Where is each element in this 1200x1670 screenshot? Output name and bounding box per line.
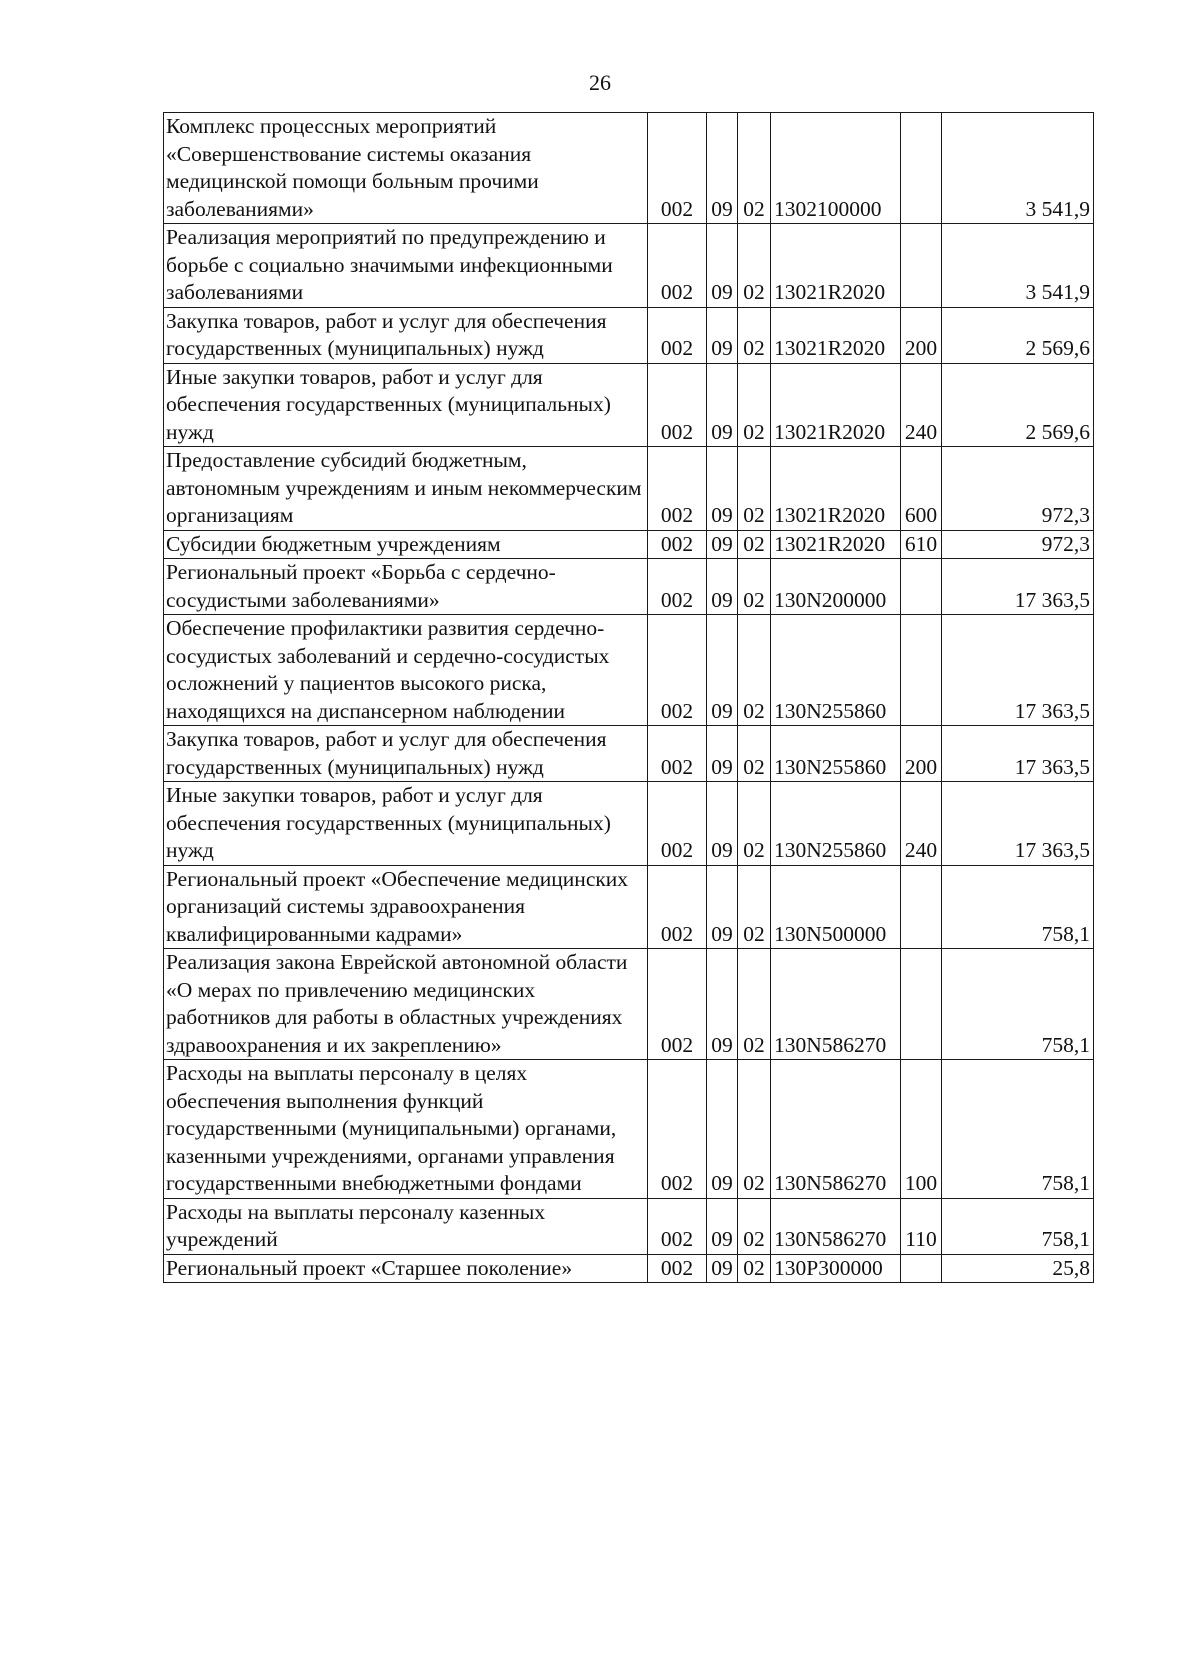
section-code-cell: 09 [707, 530, 738, 559]
row-name-cell: Иные закупки товаров, работ и услуг для обеспечения государственных (муниципальных) нужд [164, 363, 648, 447]
section-code-cell: 09 [707, 559, 738, 615]
row-name-cell: Региональный проект «Старшее поколение» [164, 1254, 648, 1283]
subsection-code-cell: 02 [738, 1254, 771, 1283]
section-code-cell: 09 [707, 1198, 738, 1254]
subsection-code-cell: 02 [738, 113, 771, 224]
table-row [164, 865, 1094, 949]
section-code-cell: 09 [707, 1060, 738, 1199]
amount-cell: 3 541,9 [942, 113, 1094, 224]
target-article-cell: 13021R2020 [771, 307, 901, 363]
table-row [164, 726, 1094, 782]
admin-code-cell: 002 [648, 447, 707, 531]
target-article-cell: 1302100000 [771, 113, 901, 224]
row-name-cell: Закупка товаров, работ и услуг для обеспечения государственных (муниципальных) нужд [164, 726, 648, 782]
admin-code-cell: 002 [648, 949, 707, 1060]
section-code-cell: 09 [707, 865, 738, 949]
table-row [164, 1060, 1094, 1199]
subsection-code-cell: 02 [738, 447, 771, 531]
expense-type-cell: 110 [901, 1198, 942, 1254]
admin-code-cell: 002 [648, 307, 707, 363]
subsection-code-cell: 02 [738, 1060, 771, 1199]
amount-cell: 758,1 [942, 949, 1094, 1060]
admin-code-cell: 002 [648, 559, 707, 615]
admin-code-cell: 002 [648, 224, 707, 308]
admin-code-cell: 002 [648, 1254, 707, 1283]
amount-cell: 17 363,5 [942, 782, 1094, 866]
target-article-cell: 13021R2020 [771, 530, 901, 559]
row-name-cell: Предоставление субсидий бюджетным, автономным учреждениям и иным некоммерческим организациям [164, 447, 648, 531]
table-row [164, 1198, 1094, 1254]
section-code-cell: 09 [707, 726, 738, 782]
section-code-cell: 09 [707, 447, 738, 531]
table-row [164, 949, 1094, 1060]
amount-cell: 17 363,5 [942, 559, 1094, 615]
target-article-cell: 130N255860 [771, 615, 901, 726]
expense-type-cell [901, 113, 942, 224]
admin-code-cell: 002 [648, 615, 707, 726]
section-code-cell: 09 [707, 307, 738, 363]
admin-code-cell: 002 [648, 1060, 707, 1199]
amount-cell: 2 569,6 [942, 307, 1094, 363]
subsection-code-cell: 02 [738, 363, 771, 447]
table-row [164, 1254, 1094, 1283]
section-code-cell: 09 [707, 615, 738, 726]
expense-type-cell [901, 949, 942, 1060]
row-name-cell: Иные закупки товаров, работ и услуг для обеспечения государственных (муниципальных) нужд [164, 782, 648, 866]
table-row [164, 113, 1094, 224]
row-name-cell: Субсидии бюджетным учреждениям [164, 530, 648, 559]
subsection-code-cell: 02 [738, 307, 771, 363]
page-number: 26 [589, 70, 611, 95]
subsection-code-cell: 02 [738, 559, 771, 615]
amount-cell: 2 569,6 [942, 363, 1094, 447]
admin-code-cell: 002 [648, 363, 707, 447]
target-article-cell: 130N586270 [771, 949, 901, 1060]
amount-cell: 758,1 [942, 1198, 1094, 1254]
target-article-cell: 13021R2020 [771, 447, 901, 531]
row-name-cell: Реализация закона Еврейской автономной области «О мерах по привлечению медицинских работников для работы в областных учреждениях здравоохранения и их закреплению» [164, 949, 648, 1060]
section-code-cell: 09 [707, 782, 738, 866]
subsection-code-cell: 02 [738, 530, 771, 559]
target-article-cell: 130P300000 [771, 1254, 901, 1283]
expense-type-cell: 200 [901, 726, 942, 782]
row-name-cell: Региональный проект «Борьба с сердечно-сосудистыми заболеваниями» [164, 559, 648, 615]
amount-cell: 25,8 [942, 1254, 1094, 1283]
expense-type-cell: 200 [901, 307, 942, 363]
expense-type-cell: 610 [901, 530, 942, 559]
expense-type-cell [901, 865, 942, 949]
row-name-cell: Комплекс процессных мероприятий «Совершенствование системы оказания медицинской помощи больным прочими заболеваниями» [164, 113, 648, 224]
expense-type-cell [901, 615, 942, 726]
admin-code-cell: 002 [648, 782, 707, 866]
subsection-code-cell: 02 [738, 865, 771, 949]
table-row [164, 782, 1094, 866]
row-name-cell: Закупка товаров, работ и услуг для обеспечения государственных (муниципальных) нужд [164, 307, 648, 363]
amount-cell: 17 363,5 [942, 726, 1094, 782]
table-row [164, 224, 1094, 308]
subsection-code-cell: 02 [738, 224, 771, 308]
admin-code-cell: 002 [648, 865, 707, 949]
section-code-cell: 09 [707, 224, 738, 308]
expense-type-cell: 600 [901, 447, 942, 531]
subsection-code-cell: 02 [738, 782, 771, 866]
section-code-cell: 09 [707, 1254, 738, 1283]
target-article-cell: 130N586270 [771, 1198, 901, 1254]
row-name-cell: Расходы на выплаты персоналу казенных учреждений [164, 1198, 648, 1254]
amount-cell: 3 541,9 [942, 224, 1094, 308]
admin-code-cell: 002 [648, 530, 707, 559]
row-name-cell: Обеспечение профилактики развития сердечно-сосудистых заболеваний и сердечно-сосудистых осложнений у пациентов высокого риска, находящихся на диспансерном наблюдении [164, 615, 648, 726]
section-code-cell: 09 [707, 363, 738, 447]
section-code-cell: 09 [707, 113, 738, 224]
budget-table [163, 112, 1094, 1283]
table-row [164, 615, 1094, 726]
subsection-code-cell: 02 [738, 1198, 771, 1254]
table-row [164, 447, 1094, 531]
target-article-cell: 13021R2020 [771, 363, 901, 447]
amount-cell: 758,1 [942, 865, 1094, 949]
target-article-cell: 130N500000 [771, 865, 901, 949]
table-row [164, 559, 1094, 615]
table-row [164, 363, 1094, 447]
subsection-code-cell: 02 [738, 726, 771, 782]
expense-type-cell [901, 559, 942, 615]
amount-cell: 972,3 [942, 447, 1094, 531]
amount-cell: 758,1 [942, 1060, 1094, 1199]
expense-type-cell: 240 [901, 363, 942, 447]
budget-table-body [164, 113, 1094, 1283]
expense-type-cell [901, 1254, 942, 1283]
expense-type-cell: 240 [901, 782, 942, 866]
admin-code-cell: 002 [648, 113, 707, 224]
subsection-code-cell: 02 [738, 949, 771, 1060]
target-article-cell: 130N255860 [771, 782, 901, 866]
amount-cell: 17 363,5 [942, 615, 1094, 726]
expense-type-cell [901, 224, 942, 308]
table-row [164, 307, 1094, 363]
expense-type-cell: 100 [901, 1060, 942, 1199]
subsection-code-cell: 02 [738, 615, 771, 726]
target-article-cell: 130N200000 [771, 559, 901, 615]
target-article-cell: 130N586270 [771, 1060, 901, 1199]
amount-cell: 972,3 [942, 530, 1094, 559]
row-name-cell: Реализация мероприятий по предупреждению и борьбе с социально значимыми инфекционными заболеваниями [164, 224, 648, 308]
target-article-cell: 130N255860 [771, 726, 901, 782]
row-name-cell: Расходы на выплаты персоналу в целях обеспечения выполнения функций государственными (муниципальными) органами, казенными учреждениями, органами управления государственными внебюджетными фондами [164, 1060, 648, 1199]
admin-code-cell: 002 [648, 726, 707, 782]
row-name-cell: Региональный проект «Обеспечение медицинских организаций системы здравоохранения квалифицированными кадрами» [164, 865, 648, 949]
table-row [164, 530, 1094, 559]
target-article-cell: 13021R2020 [771, 224, 901, 308]
admin-code-cell: 002 [648, 1198, 707, 1254]
section-code-cell: 09 [707, 949, 738, 1060]
